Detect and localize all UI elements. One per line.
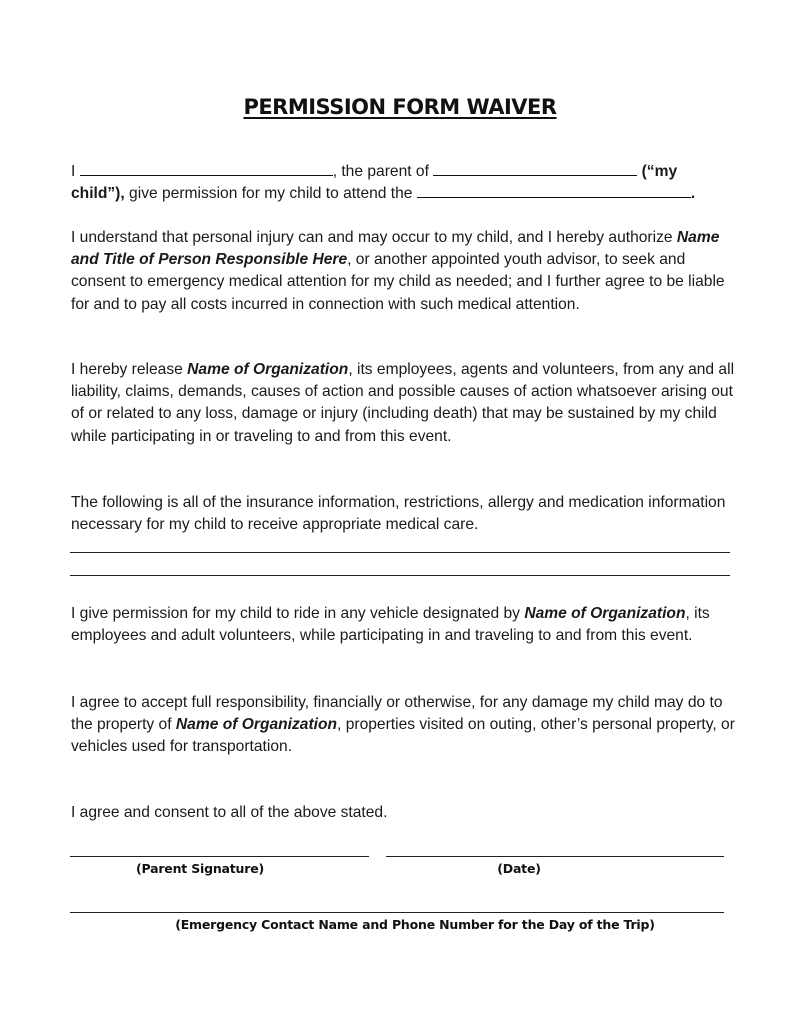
parent-signature-line[interactable] (70, 856, 369, 857)
release-text-b: , its employees, agents and volunteers, from any and all liability, claims, demands, causes of action and possible causes of action whatsoever arising out of or related to any loss, damage or injury (including death) that may be sustained by my child while participating in or traveling to and from this event. (71, 361, 735, 445)
responsibility-text-a: I agree to accept full responsibility, financially or otherwise, for any damage my child may do to the property of (71, 694, 723, 734)
responsibility-paragraph (71, 692, 735, 759)
title-text: PERMISSION FORM WAIVER (243, 95, 557, 119)
event-name-blank[interactable] (417, 183, 691, 198)
document-title (0, 95, 800, 119)
medical-info-text: The following is all of the insurance information, restrictions, allergy and medication information necessary for my child to receive appropriate medical care. (71, 494, 726, 534)
intro-period: . (690, 185, 696, 203)
medical-text-b: , or another appointed youth advisor, to seek and consent to emergency medical attention for my child as needed; and I further agree to be liable for and to pay all costs incurred in connection with such medical attention. (71, 251, 725, 313)
organization-placeholder: Name of Organization (187, 361, 349, 378)
responsibility-text-b: , properties visited on outing, other’s personal property, or vehicles used for transportation. (71, 716, 735, 756)
emergency-contact-line[interactable] (70, 912, 724, 913)
intro-i: I (71, 163, 76, 180)
date-label: (Date) (497, 861, 541, 876)
consent-statement (71, 802, 735, 824)
organization-placeholder: Name of Organization (524, 605, 686, 622)
emergency-contact-label: (Emergency Contact Name and Phone Number for the Day of the Trip) (175, 917, 655, 932)
organization-placeholder: Name of Organization (175, 716, 338, 734)
release-paragraph (71, 359, 735, 448)
medical-info-paragraph (71, 492, 735, 536)
vehicle-permission-paragraph (71, 603, 735, 647)
responsible-person-placeholder: Name and Title of Person Responsible Here (71, 229, 720, 269)
parent-name-blank[interactable] (80, 161, 333, 176)
medical-info-line-1[interactable] (70, 552, 730, 553)
intro-paragraph (71, 161, 735, 205)
intro-my-child: (“my child”), (71, 163, 678, 203)
vehicle-text-b: , its employees and adult volunteers, while participating in and traveling to and from this event. (71, 605, 710, 645)
medical-info-line-2[interactable] (70, 575, 730, 576)
parent-signature-label: (Parent Signature) (135, 861, 265, 876)
date-line[interactable] (386, 856, 724, 857)
medical-text-a: I understand that personal injury can and may occur to my child, and I hereby authorize (71, 229, 677, 246)
intro-give-permission: give permission for my child to attend the (124, 185, 413, 203)
child-name-blank[interactable] (433, 161, 637, 176)
vehicle-text-a: I give permission for my child to ride in any vehicle designated by (71, 605, 525, 622)
release-text-a: I hereby release (71, 361, 188, 378)
consent-text: I agree and consent to all of the above stated. (71, 804, 388, 821)
intro-parent-of: , the parent of (332, 163, 429, 180)
medical-consent-paragraph (71, 227, 735, 316)
